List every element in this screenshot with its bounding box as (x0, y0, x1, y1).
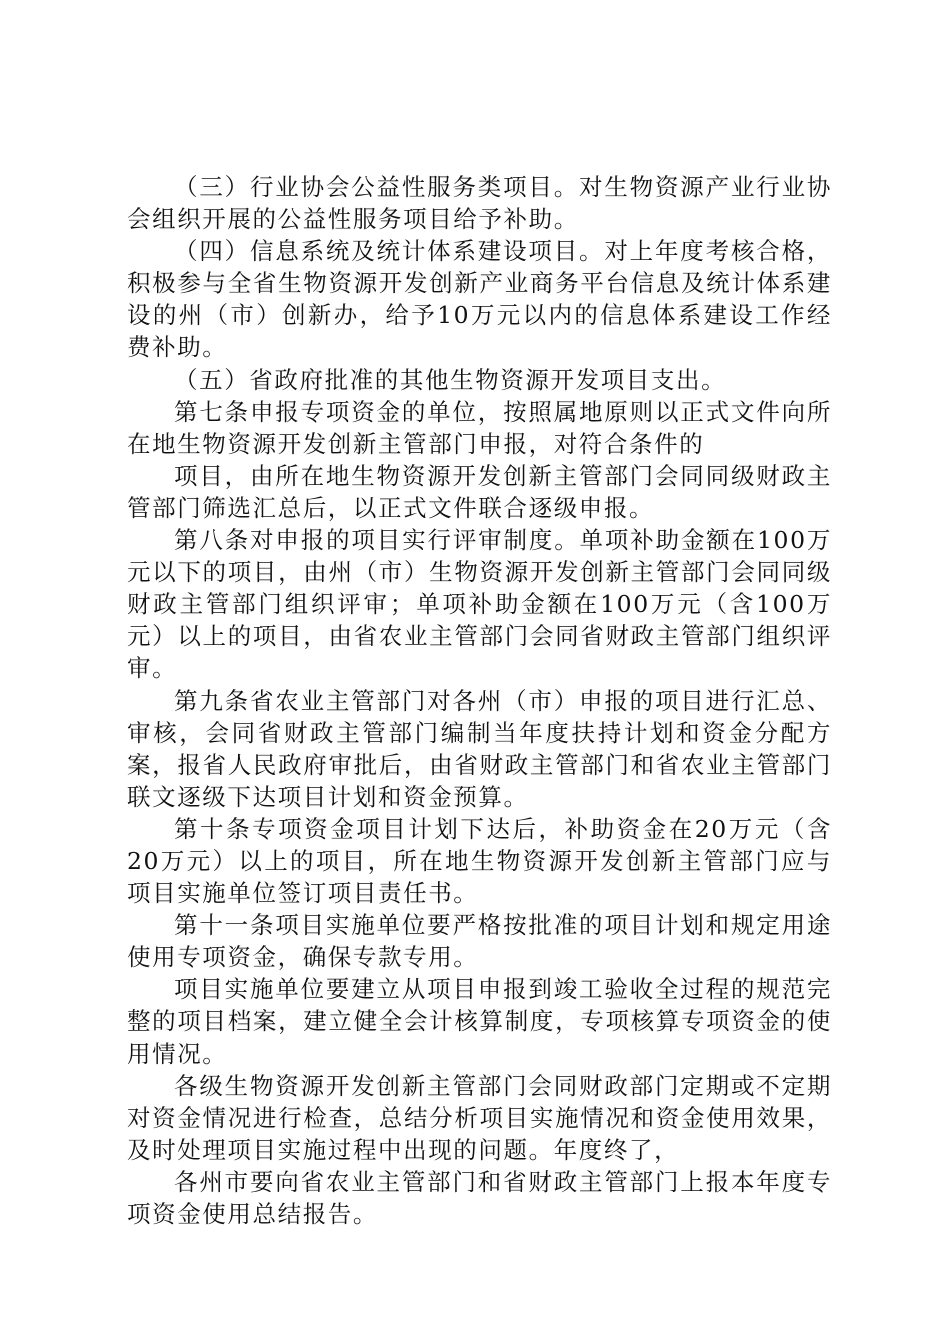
paragraph-industry-association: （三）行业协会公益性服务类项目。对生物资源产业行业协会组织开展的公益性服务项目给予补助。 (127, 173, 832, 234)
paragraph-article-8: 第八条对申报的项目实行评审制度。单项补助金额在100万元以下的项目，由州（市）生物资源开发创新主管部门会同同级财政主管部门组织评审；单项补助金额在100万元（含100万元）以上的项目，由省农业主管部门会同省财政主管部门组织评审。 (127, 526, 832, 683)
document-body (127, 171, 832, 1230)
paragraph-project-archives: 项目实施单位要建立从项目申报到竣工验收全过程的规范完整的项目档案，建立健全会计核算制度，专项核算专项资金的使用情况。 (127, 975, 832, 1068)
paragraph-annual-report: 各州市要向省农业主管部门和省财政主管部门上报本年度专项资金使用总结报告。 (127, 1167, 832, 1228)
paragraph-information-system: （四）信息系统及统计体系建设项目。对上年度考核合格，积极参与全省生物资源开发创新产业商务平台信息及统计体系建设的州（市）创新办，给予10万元以内的信息体系建设工作经费补助。 (127, 237, 832, 362)
paragraph-inspection: 各级生物资源开发创新主管部门会同财政部门定期或不定期对资金情况进行检查，总结分析项目实施情况和资金使用效果，及时处理项目实施过程中出现的问题。年度终了， (127, 1071, 832, 1164)
paragraph-article-7-continued: 项目，由所在地生物资源开发创新主管部门会同同级财政主管部门筛选汇总后，以正式文件联合逐级申报。 (127, 461, 832, 522)
paragraph-article-7: 第七条申报专项资金的单位，按照属地原则以正式文件向所在地生物资源开发创新主管部门申报，对符合条件的 (127, 397, 832, 458)
paragraph-article-10: 第十条专项资金项目计划下达后，补助资金在20万元（含20万元）以上的项目，所在地生物资源开发创新主管部门应与项目实施单位签订项目责任书。 (127, 814, 832, 908)
paragraph-other-projects: （五）省政府批准的其他生物资源开发项目支出。 (174, 365, 727, 394)
paragraph-article-9: 第九条省农业主管部门对各州（市）申报的项目进行汇总、审核，会同省财政主管部门编制当年度扶持计划和资金分配方案，报省人民政府审批后，由省财政主管部门和省农业主管部门联文逐级下达项目计划和资金预算。 (127, 686, 832, 811)
paragraph-article-11: 第十一条项目实施单位要严格按批准的项目计划和规定用途使用专项资金，确保专款专用。 (127, 911, 832, 972)
